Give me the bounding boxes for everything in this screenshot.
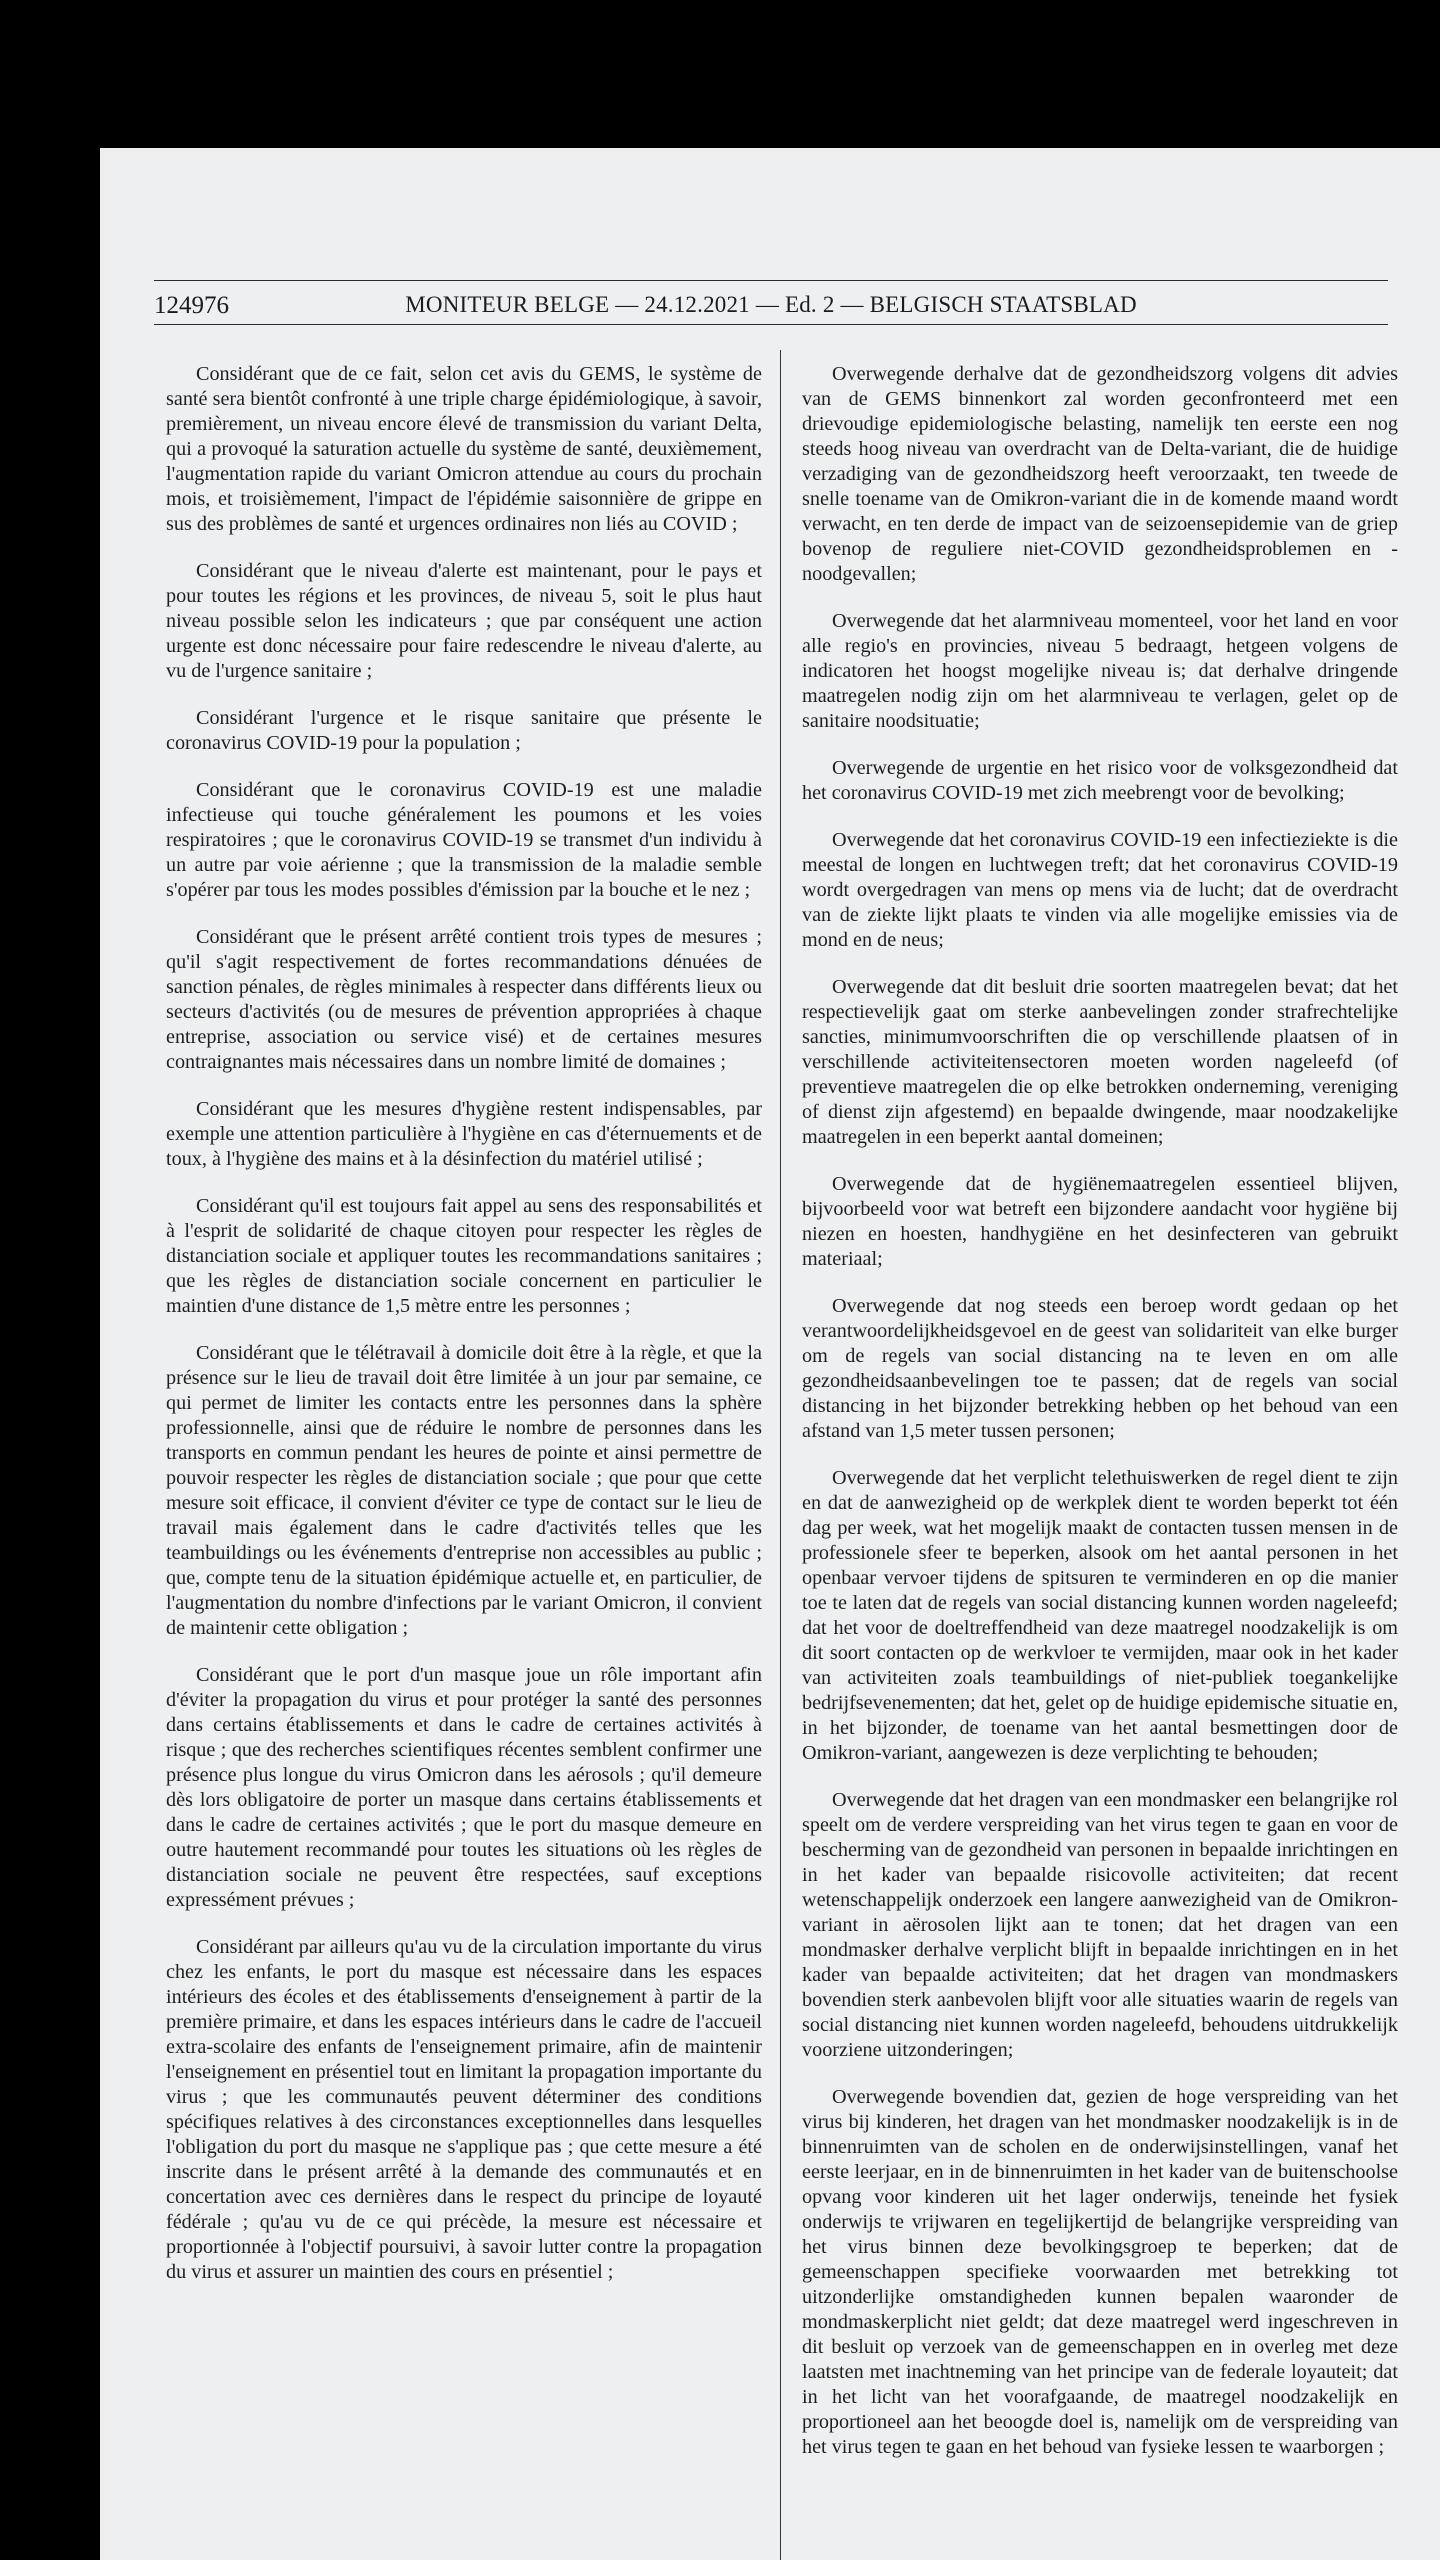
column-separator — [780, 350, 781, 2560]
french-paragraph: Considérant que les mesures d'hygiène restent indispensables, par exemple une attention particulière à l'hygiène en cas d'éternuements et de toux, à l'hygiène des mains et à la désinfection du matériel utilisé ; — [166, 1098, 762, 1170]
header-bottom-rule — [154, 324, 1388, 325]
french-paragraph: Considérant par ailleurs qu'au vu de la circulation importante du virus chez les enfants, le port du masque est nécessaire dans les espaces intérieurs des écoles et des établissements d'enseignement à partir de la première primaire, et dans les espaces intérieurs dans le cadre de l'accueil extra-scolaire des enfants de l'enseignement primaire, afin de maintenir l'enseignement en présentiel tout en limitant la propagation importante du virus ; que les communautés peuvent déterminer des conditions spécifiques relatives à des circonstances exceptionnelles dans lesquelles l'obligation du port du masque ne s'applique pas ; que cette mesure a été inscrite dans le présent arrêté à la demande des communautés et en concertation avec ces dernières dans le respect du principe de loyauté fédérale ; qu'au vu de ce qui précède, la mesure est nécessaire et proportionnée à l'objectif poursuivi, à savoir lutter contre la propagation du virus et assurer un maintien des cours en présentiel ; — [166, 1936, 762, 2283]
french-paragraph: Considérant que le télétravail à domicile doit être à la règle, et que la présence sur le lieu de travail doit être limitée à un jour par semaine, ce qui permet de limiter les contacts entre les personnes dans la sphère professionnelle, ainsi que de réduire le nombre de personnes dans les transports en commun pendant les heures de pointe et ainsi permettre de pouvoir respecter les règles de distanciation sociale ; que pour que cette mesure soit efficace, il convient d'éviter ce type de contact sur le lieu de travail mais également dans le cadre d'activités telles que les teambuildings ou les événements d'entreprise non accessibles au public ; que, compte tenu de la situation épidémique actuelle et, en particulier, de l'augmentation du nombre d'infections par le variant Omicron, il convient de maintenir cette obligation ; — [166, 1342, 762, 1639]
page-number: 124976 — [154, 292, 229, 319]
french-paragraph: Considérant l'urgence et le risque sanitaire que présente le coronavirus COVID-19 pour la population ; — [166, 707, 762, 754]
french-paragraph: Considérant que de ce fait, selon cet avis du GEMS, le système de santé sera bientôt confronté à une triple charge épidémiologique, à savoir, premièrement, un niveau encore élevé de transmission du variant Delta, qui a provoqué la saturation actuelle du système de santé, deuxièmement, l'augmentation rapide du variant Omicron attendue au cours du prochain mois, et troisièmement, l'impact de l'épidémie saisonnière de grippe en sus des problèmes de santé et urgences ordinaires non liés au COVID ; — [166, 363, 762, 535]
dutch-paragraph: Overwegende dat dit besluit drie soorten maatregelen bevat; dat het respectievelijk gaat om sterke aanbevelingen zonder strafrechtelijke sancties, minimumvoorschriften die op verschillende plaatsen of in verschillende activiteitensectoren moeten worden nageleefd (of preventieve maatregelen die op elke betrokken onderneming, vereniging of dienst zijn afgestemd) en bepaalde dwingende, maar noodzakelijke maatregelen in een beperkt aantal domeinen; — [802, 976, 1398, 1148]
dutch-column — [802, 362, 1398, 2482]
french-paragraph: Considérant qu'il est toujours fait appel au sens des responsabilités et à l'esprit de solidarité de chaque citoyen pour respecter les règles de distanciation sociale et appliquer toutes les recommandations sanitaires ; que les règles de distanciation sociale concernent en particulier le maintien d'une distance de 1,5 mètre entre les personnes ; — [166, 1195, 762, 1317]
french-paragraph: Considérant que le présent arrêté contient trois types de mesures ; qu'il s'agit respectivement de fortes recommandations dénuées de sanction pénales, de règles minimales à respecter dans différents lieux ou secteurs d'activités (ou de mesures de prévention appropriées à chaque entreprise, association ou service visé) et de certaines mesures contraignantes mais nécessaires dans un nombre limité de domaines ; — [166, 926, 762, 1073]
french-paragraph: Considérant que le port d'un masque joue un rôle important afin d'éviter la propagation du virus et pour protéger la santé des personnes dans certains établissements et dans le cadre de certaines activités à risque ; que des recherches scientifiques récentes semblent confirmer une présence plus longue du virus Omicron dans les aérosols ; qu'il demeure dès lors obligatoire de porter un masque dans certains établissements et dans le cadre de certaines activités ; que le port du masque demeure en outre hautement recommandé pour toutes les situations où les règles de distanciation sociale ne peuvent être respectées, sauf exceptions expressément prévues ; — [166, 1664, 762, 1911]
dutch-paragraph: Overwegende dat het dragen van een mondmasker een belangrijke rol speelt om de verdere verspreiding van het virus tegen te gaan en voor de bescherming van de gezondheid van personen in bepaalde inrichtingen en in het kader van bepaalde risicovolle activiteiten; dat recent wetenschappelijk onderzoek een langere aanwezigheid van de Omikron-variant in aërosolen lijkt aan te tonen; dat het dragen van een mondmasker derhalve verplicht blijft in bepaalde inrichtingen en in het kader van bepaalde activiteiten; dat het dragen van mondmaskers bovendien sterk aanbevolen blijft voor alle situaties waarin de regels van social distancing niet kunnen worden nageleefd, behoudens uitdrukkelijk voorziene uitzonderingen; — [802, 1789, 1398, 2061]
dutch-paragraph: Overwegende dat het verplicht telethuiswerken de regel dient te zijn en dat de aanwezigheid op de werkplek dient te worden beperkt tot één dag per week, wat het mogelijk maakt de contacten tussen mensen in de professionele sfeer te beperken, alsook om het aantal personen in het openbaar vervoer tijdens de spitsuren te verminderen en op die manier toe te laten dat de regels van social distancing kunnen worden nageleefd; dat het voor de doeltreffendheid van deze maatregel noodzakelijk is om dit soort contacten op de werkvloer te vermijden, maar ook in het kader van activiteiten zoals teambuildings of niet-publiek toegankelijke bedrijfsevenementen; dat het, gelet op de huidige epidemische situatie en, in het bijzonder, de toename van het aantal besmettingen door de Omikron-variant, aangewezen is deze verplichting te behouden; — [802, 1467, 1398, 1764]
publication-title: MONITEUR BELGE — 24.12.2021 — Ed. 2 — BELGISCH STAATSBLAD — [405, 292, 1137, 317]
french-paragraph: Considérant que le coronavirus COVID-19 est une maladie infectieuse qui touche généralement les poumons et les voies respiratoires ; que le coronavirus COVID-19 se transmet d'un individu à un autre par voie aérienne ; que la transmission de la maladie semble s'opérer par tous les modes possibles d'émission par la bouche et le nez ; — [166, 779, 762, 901]
french-column — [166, 362, 762, 2307]
dutch-paragraph: Overwegende dat het coronavirus COVID-19 een infectieziekte is die meestal de longen en luchtwegen treft; dat het coronavirus COVID-19 wordt overgedragen van mens op mens via de lucht; dat de overdracht van de ziekte lijkt plaats te vinden via alle mogelijke emissies via de mond en de neus; — [802, 829, 1398, 951]
dutch-paragraph: Overwegende bovendien dat, gezien de hoge verspreiding van het virus bij kinderen, het dragen van het mondmasker noodzakelijk is in de binnenruimten van de scholen en de onderwijsinstellingen, vanaf het eerste leerjaar, en in de binnenruimten in het kader van de buitenschoolse opvang voor kinderen uit het lager onderwijs, teneinde het fysiek onderwijs te vrijwaren en tegelijkertijd de belangrijke verspreiding van het virus binnen deze bevolkingsgroep te beperken; dat de gemeenschappen specifieke voorwaarden met betrekking tot uitzonderlijke omstandigheden kunnen bepalen waaronder de mondmaskerplicht niet geldt; dat deze maatregel werd ingeschreven in dit besluit op verzoek van de gemeenschappen en in overleg met deze laatsten met inachtneming van het principe van de federale loyauteit; dat in het licht van het voorafgaande, de maatregel noodzakelijk en proportioneel aan het beoogde doel is, namelijk om de verspreiding van het virus tegen te gaan en het behoud van fysieke lessen te waarborgen ; — [802, 2086, 1398, 2458]
dutch-paragraph: Overwegende dat nog steeds een beroep wordt gedaan op het verantwoordelijkheidsgevoel en de geest van solidariteit van elke burger om de regels van social distancing na te leven en om alle gezondheidsaanbevelingen toe te passen; dat de regels van social distancing in het bijzonder betrekking hebben op het behoud van een afstand van 1,5 meter tussen personen; — [802, 1295, 1398, 1442]
page-header — [154, 292, 1388, 322]
gazette-page — [100, 148, 1440, 2560]
french-paragraph: Considérant que le niveau d'alerte est maintenant, pour le pays et pour toutes les régions et les provinces, de niveau 5, soit le plus haut niveau possible selon les indicateurs ; que par conséquent une action urgente est donc nécessaire pour faire redescendre le niveau d'alerte, au vu de l'urgence sanitaire ; — [166, 560, 762, 682]
dutch-paragraph: Overwegende dat het alarmniveau momenteel, voor het land en voor alle regio's en provincies, niveau 5 bedraagt, hetgeen volgens de indicatoren het hoogst mogelijke niveau is; dat derhalve dringende maatregelen nodig zijn om het alarmniveau te verlagen, gelet op de sanitaire noodsituatie; — [802, 610, 1398, 732]
dutch-paragraph: Overwegende derhalve dat de gezondheidszorg volgens dit advies van de GEMS binnenkort zal worden geconfronteerd met een drievoudige epidemiologische belasting, namelijk ten eerste een nog steeds hoog niveau van overdracht van de Delta-variant, die de huidige verzadiging van de gezondheidszorg heeft veroorzaakt, ten tweede de snelle toename van de Omikron-variant die in de komende maand wordt verwacht, en ten derde de impact van de seizoensepidemie van de griep bovenop de reguliere niet-COVID gezondheidsproblemen en -noodgevallen; — [802, 363, 1398, 585]
header-top-rule — [154, 280, 1388, 281]
dutch-paragraph: Overwegende dat de hygiënemaatregelen essentieel blijven, bijvoorbeeld voor wat betreft een bijzondere aandacht voor hygiëne bij niezen en hoesten, handhygiëne en het desinfecteren van gebruikt materiaal; — [802, 1173, 1398, 1270]
dutch-paragraph: Overwegende de urgentie en het risico voor de volksgezondheid dat het coronavirus COVID-19 met zich meebrengt voor de bevolking; — [802, 757, 1398, 804]
